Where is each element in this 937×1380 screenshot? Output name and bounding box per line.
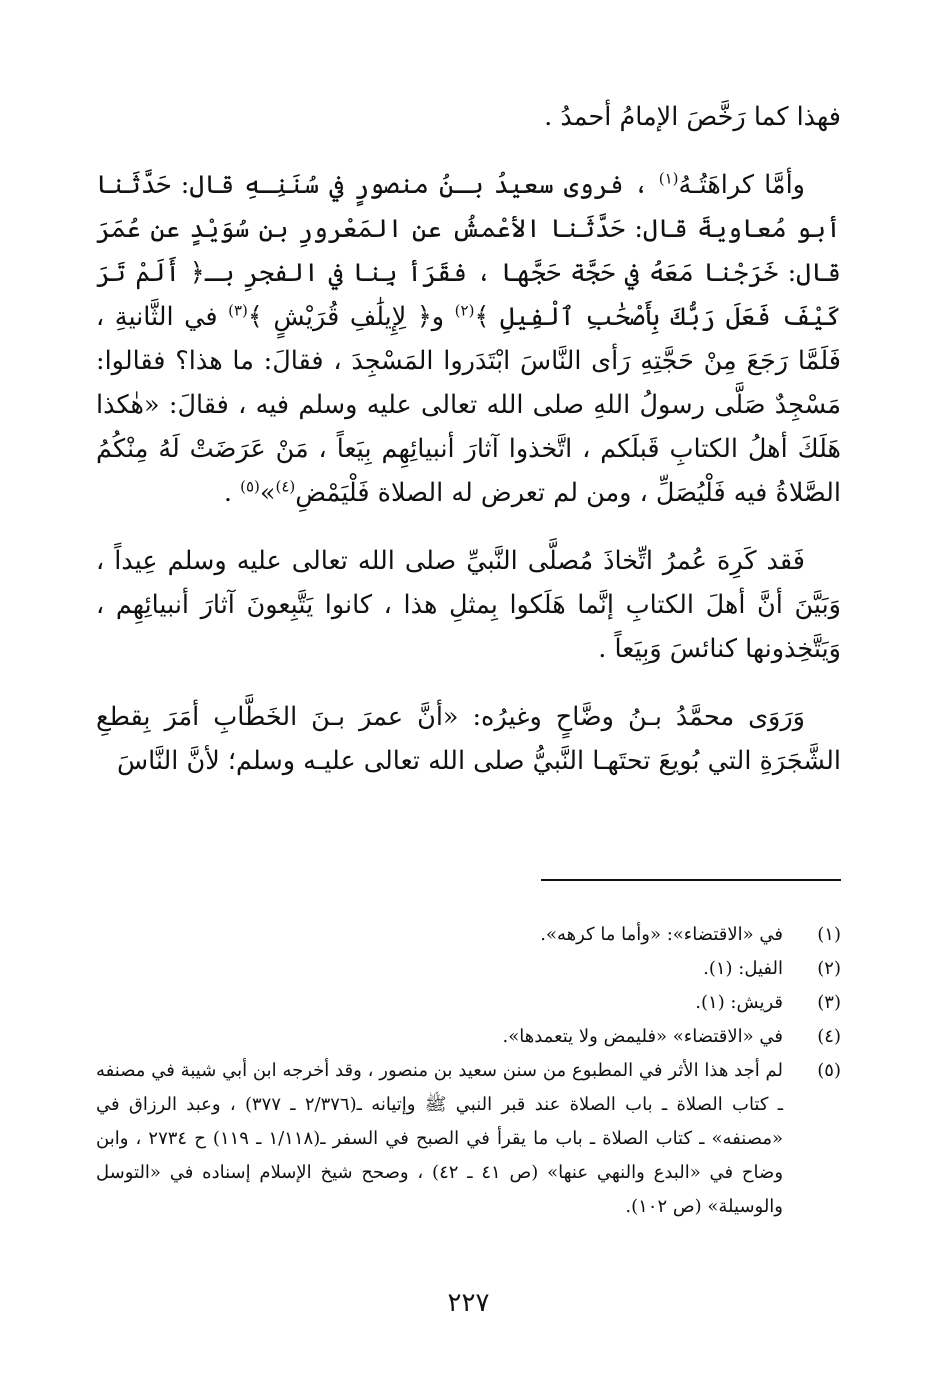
- footnote-marker: (٣): [228, 301, 248, 320]
- footnote-text: الفيل: (١).: [703, 958, 783, 979]
- body-text: [96, 95, 841, 783]
- footnote-marker: (٥): [240, 477, 260, 496]
- footnote-4: [96, 1020, 841, 1054]
- paragraph-3: [96, 539, 841, 671]
- footnote-marker: (١): [658, 169, 679, 188]
- footnote-number: (٤): [817, 1026, 841, 1047]
- footnote-text: في «الاقتضاء» «فليمض ولا يتعمدها».: [502, 1026, 783, 1047]
- footnote-number: (٥): [817, 1060, 841, 1081]
- text-run: .: [223, 478, 241, 508]
- text-run: »: [259, 478, 276, 508]
- footnote-text: قريش: (١).: [695, 992, 783, 1013]
- paragraph-1: [96, 95, 841, 139]
- footnote-text: لم أجد هذا الأثر في المطبوع من سنن سعيد بن منصور ، وقد أخرجه ابن أبي شيبة في مصنفه ـ كتاب الصلاة ـ باب الصلاة عند قبر النبي ﷺ وإتيانه ـ(٢/٣٧٦ ـ ٣٧٧) ، وعبد الرزاق في «مصنفه» ـ كتاب الصلاة ـ باب ما يقرأ في الصبح في السفر ـ(١/١١٨ ـ ١١٩) ح ٢٧٣٤ ، وابن وضاح في «البدع والنهي عنها» (ص ٤١ ـ ٤٢) ، وصحح شيخ الإسلام إسناده في «التوسل والوسيلة» (ص ١٠٢).: [96, 1060, 784, 1217]
- footnote-2: [96, 952, 841, 986]
- text-run: في الثَّانيةِ ، فَلَمَّا رَجَعَ مِنْ حَجَّتِهِ رَأى النَّاسَ ابْتَدَروا المَسْجِدَ ، فقالَ: ما هذا؟ فقالوا: مَسْجِدٌ صَلَّى رسولُ اللهِ صلى الله تعالى عليه وسلم فيه ، فقالَ: «هٰكذا هَلَكَ أهلُ الكتابِ قَبلَكم ، اتَّخذوا آثارَ أنبيائِهِم بِيَعاً ، مَنْ عَرَضَتْ لَهُ مِنْكُمُ الصَّلاةُ فيه فَلْيُصَلِّ ، ومن لم تعرض له الصلاة فَلْيَمْضِ: [96, 302, 841, 508]
- footnote-number: (٢): [817, 958, 841, 979]
- text-run: فهذا كما رَخَّصَ الإمامُ أحمدُ .: [544, 102, 841, 132]
- text-run: وأمَّا كراهَتُـهُ: [678, 170, 805, 200]
- footnote-marker: (٢): [454, 301, 475, 320]
- text-run: فَقد كَرِهَ عُمرُ اتِّخاذَ مُصلَّى النَّبيِّ صلى الله تعالى عليه وسلم عِيداً ، وَبَيَّنَ أنَّ أهلَ الكتابِ إنَّما هَلَكوا بِمثلِ هذا ، كانوا يَتَّبِعونَ آثارَ أنبيائِهِم ، وَيَتَّخِذونها كنائسَ وَبِيَعاً .: [96, 546, 841, 664]
- text-run: و﴿ لِإِيلَٰفِ قُرَيْشٍ ﴾: [247, 302, 455, 332]
- paragraph-2: [96, 163, 841, 515]
- footnote-text: في «الاقتضاء»: «وأما ما كرهه».: [540, 924, 783, 945]
- text-run: وَرَوَى محمَّدُ بـنُ وضَّاحٍ وغيرُه: «أنَّ عمرَ بـنَ الخَطَّابِ أمَرَ بِقطعِ الشَّجَرَةِ التي بُويعَ تحتَهـا النَّبيُّ صلى الله تعالى عليـه وسلم؛ لأنَّ النَّاسَ: [96, 702, 841, 776]
- footnote-5: [96, 1054, 841, 1224]
- page-number: ٢٢٧: [447, 1288, 490, 1318]
- footnote-number: (٣): [817, 992, 841, 1013]
- paragraph-4: [96, 695, 841, 783]
- footnote-3: [96, 986, 841, 1020]
- text-run: ، فروى سعيدُ بـنُ منصورٍ في سُنَنِـهِ قال: حَدَّثَنا أبو مُعاويةَ قال: حَدَّثَنا الأعْمشُ عن المَعْرورِ بن سُوَيْدٍ عن عُمَرَ قال: خَرَجْنا مَعَهُ في حَجَّة حَجَّها ، فقَرَأ بِنا في الفجرِ بـ﴿ أَلَمْ تَرَ كَيْفَ فَعَلَ رَبُّكَ بِأَصْحَٰبِ ٱلْفِيلِ ﴾: [96, 170, 841, 332]
- footnote-separator: [541, 879, 841, 881]
- footnote-marker: (٤): [275, 477, 296, 496]
- footnotes: [96, 918, 841, 1224]
- footnote-1: [96, 918, 841, 952]
- footnote-number: (١): [817, 924, 841, 945]
